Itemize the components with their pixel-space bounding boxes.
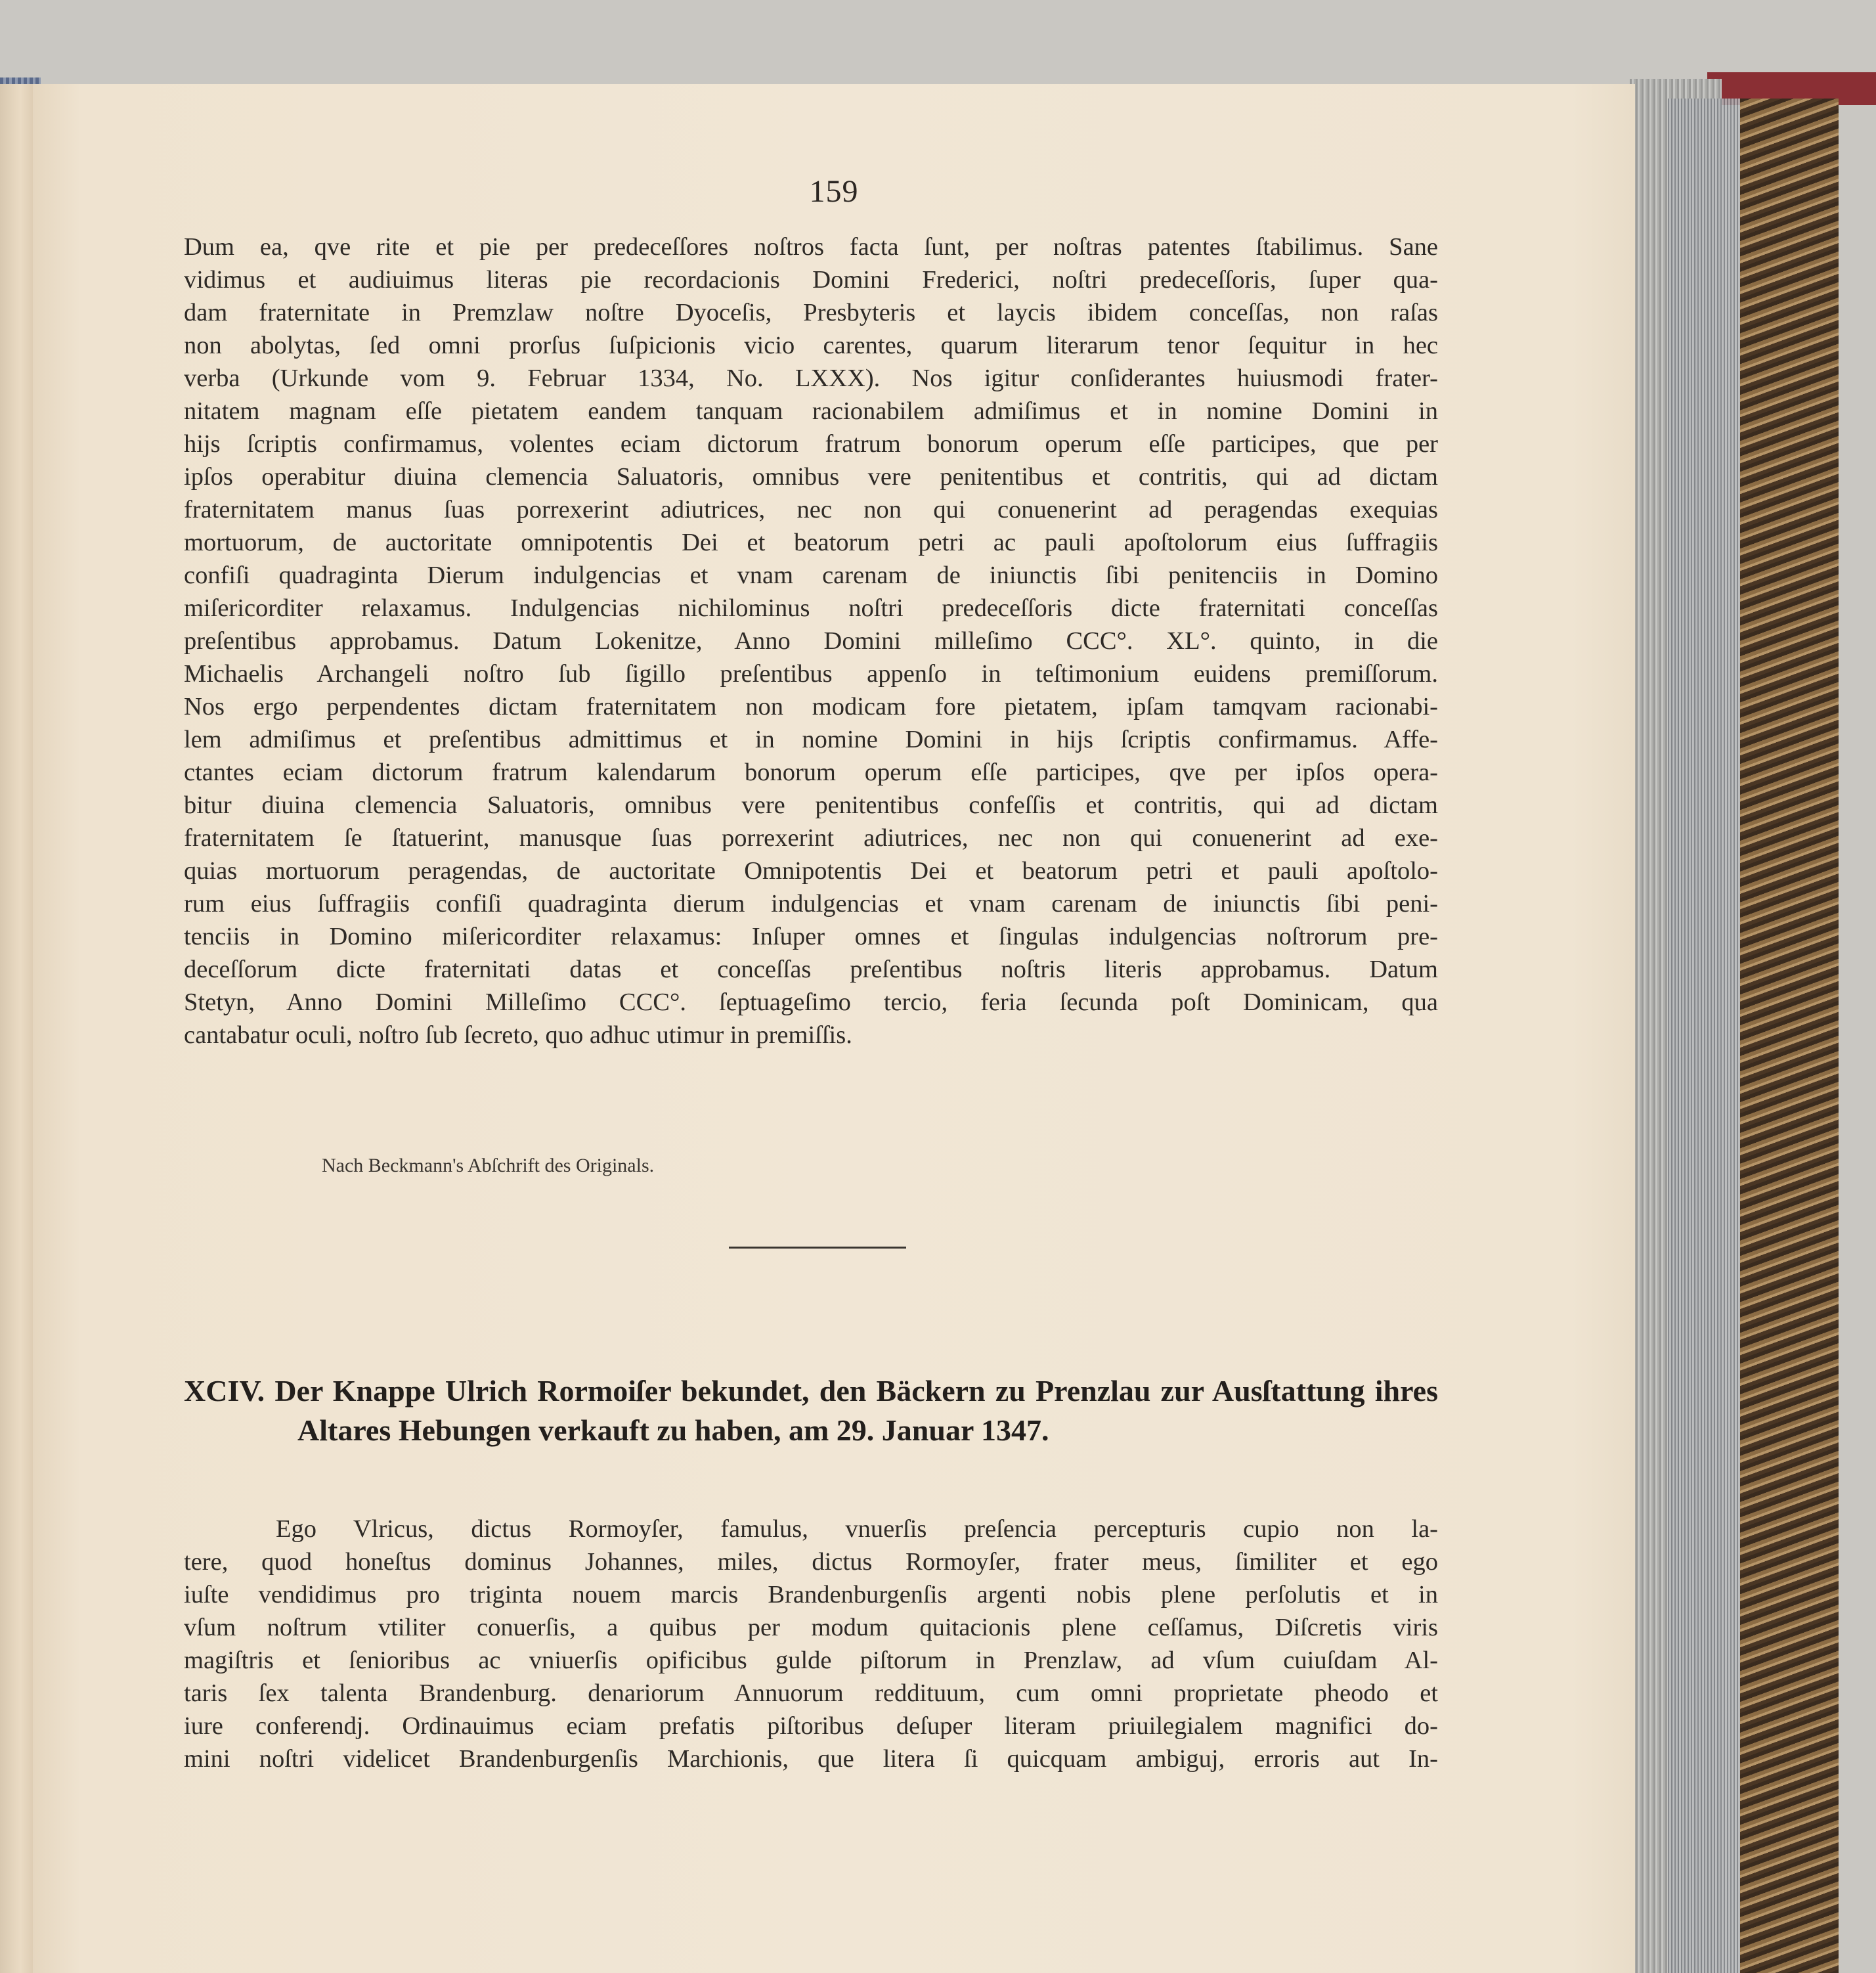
text-line: Dum ea, qve rite et pie per predeceſſores noſtros facta ſunt, per noſtras patentes ſtabilimus. Sane (184, 233, 1438, 261)
text-line: Stetyn, Anno Domini Milleſimo CCC°. ſeptuageſimo tercio, feria ſecunda poſt Dominicam, qua (184, 988, 1438, 1016)
text-line: nitatem magnam eſſe pietatem eandem tanquam racionabilem admiſimus et in nomine Domini in (184, 397, 1438, 425)
text-line: non abolytas, ſed omni prorſus ſuſpicionis vicio carentes, quarum literarum tenor ſequitur in hec (184, 332, 1438, 359)
page-number: 159 (809, 174, 859, 209)
text-line: iure conferendj. Ordinauimus eciam prefatis piſtoribus deſuper literam priuilegialem magnifici do- (184, 1712, 1438, 1740)
left-page-edge (0, 84, 34, 1973)
text-line: fraternitatem manus ſuas porrexerint adiutrices, nec non qui conuenerint ad peragendas exequias (184, 496, 1438, 523)
text-line: mortuorum, de auctoritate omnipotentis Dei et beatorum petri ac pauli apoſtolorum eius ſuffragiis (184, 529, 1438, 556)
document-heading (184, 1371, 1438, 1450)
text-line: rum eius ſuffragiis confiſi quadraginta dierum indulgencias et vnam carenam de iniunctis ſibi peni- (184, 890, 1438, 918)
text-line: hijs ſcriptis confirmamus, volentes eciam dictorum fratrum bonorum operum eſſe participes, que per (184, 430, 1438, 458)
text-line: verba (Urkunde vom 9. Februar 1334, No. LXXX). Nos igitur conſiderantes huiusmodi frater- (184, 365, 1438, 392)
heading-line-1: XCIV. Der Knappe Ulrich Rormoiſer bekundet, den Bäckern zu Prenzlau zur Ausſtattung ihres (184, 1374, 1438, 1408)
text-line: Ego Vlricus, dictus Rormoyſer, famulus, vnuerſis preſencia percepturis cupio non la- (276, 1515, 1438, 1543)
source-note: Nach Beckmann's Abſchrift des Originals. (322, 1155, 655, 1176)
text-line: miſericorditer relaxamus. Indulgencias nichilominus noſtri predeceſſoris dicte fraternitati conceſſas (184, 594, 1438, 622)
text-line: Michaelis Archangeli noſtro ſub ſigillo preſentibus appenſo in teſtimonium euidens premiſſorum. (184, 660, 1438, 688)
text-line: fraternitatem ſe ſtatuerint, manusque ſuas porrexerint adiutrices, nec non qui conuenerint ad exe- (184, 824, 1438, 852)
heading-line-2: Altares Hebungen verkauft zu haben, am 29. Januar 1347. (297, 1413, 1049, 1447)
text-line: Nos ergo perpendentes dictam fraternitatem non modicam fore pietatem, ipſam tamqvam racionabi- (184, 693, 1438, 720)
text-line: quias mortuorum peragendas, de auctoritate Omnipotentis Dei et beatorum petri et pauli apoſtolo- (184, 857, 1438, 885)
text-line: cantabatur oculi, noſtro ſub ſecreto, quo adhuc utimur in premiſſis. (184, 1021, 852, 1049)
text-line: iuſte vendidimus pro triginta nouem marcis Brandenburgenſis argenti nobis plene perſolutis et in (184, 1581, 1438, 1608)
text-line: vidimus et audiuimus literas pie recordacionis Domini Frederici, noſtri predeceſſoris, ſuper qua- (184, 266, 1438, 294)
text-line: magiſtris et ſenioribus ac vniuerſis opificibus gulde piſtorum in Prenzlaw, ad vſum cuiuſdam Al- (184, 1647, 1438, 1674)
text-line: dam fraternitate in Premzlaw noſtre Dyoceſis, Presbyteris et laycis ibidem conceſſas, non raſas (184, 299, 1438, 326)
text-line: deceſſorum dicte fraternitati datas et conceſſas preſentibus noſtris literis approbamus. Datum (184, 956, 1438, 983)
text-line: ipſos operabitur diuina clemencia Saluatoris, omnibus vere penitentibus et contritis, qui ad dictam (184, 463, 1438, 491)
text-line: bitur diuina clemencia Saluatoris, omnibus vere penitentibus confeſſis et contritis, qui ad dictam (184, 791, 1438, 819)
text-line: tere, quod honeſtus dominus Johannes, miles, dictus Rormoyſer, frater meus, ſimiliter et ego (184, 1548, 1438, 1576)
section-divider (729, 1247, 906, 1249)
text-line: preſentibus approbamus. Datum Lokenitze, Anno Domini milleſimo CCC°. XL°. quinto, in die (184, 627, 1438, 655)
text-line: tenciis in Domino miſericorditer relaxamus: Inſuper omnes et ſingulas indulgencias noſtrorum pre- (184, 923, 1438, 950)
marbled-cover-edge (1740, 99, 1839, 1973)
paragraph-1 (184, 231, 1438, 1052)
text-line: confiſi quadraginta Dierum indulgencias et vnam carenam de iniunctis ſibi penitenciis in Domino (184, 562, 1438, 589)
book-page (33, 84, 1635, 1973)
text-line: ctantes eciam dictorum fratrum kalendarum bonorum operum eſſe participes, qve per ipſos opera- (184, 759, 1438, 786)
paragraph-2 (184, 1513, 1438, 1775)
text-line: mini noſtri videlicet Brandenburgenſis Marchionis, que litera ſi quicquam ambiguj, erroris aut In- (184, 1745, 1438, 1773)
page-stack-edge-inner (1668, 99, 1747, 1973)
text-line: lem admiſimus et preſentibus admittimus et in nomine Domini in hijs ſcriptis confirmamus. Affe- (184, 726, 1438, 753)
text-line: taris ſex talenta Brandenburg. denariorum Annuorum reddituum, cum omni proprietate pheodo et (184, 1679, 1438, 1707)
text-line: vſum noſtrum vtiliter conuerſis, a quibus per modum quitacionis plene ceſſamus, Diſcretis viris (184, 1614, 1438, 1641)
